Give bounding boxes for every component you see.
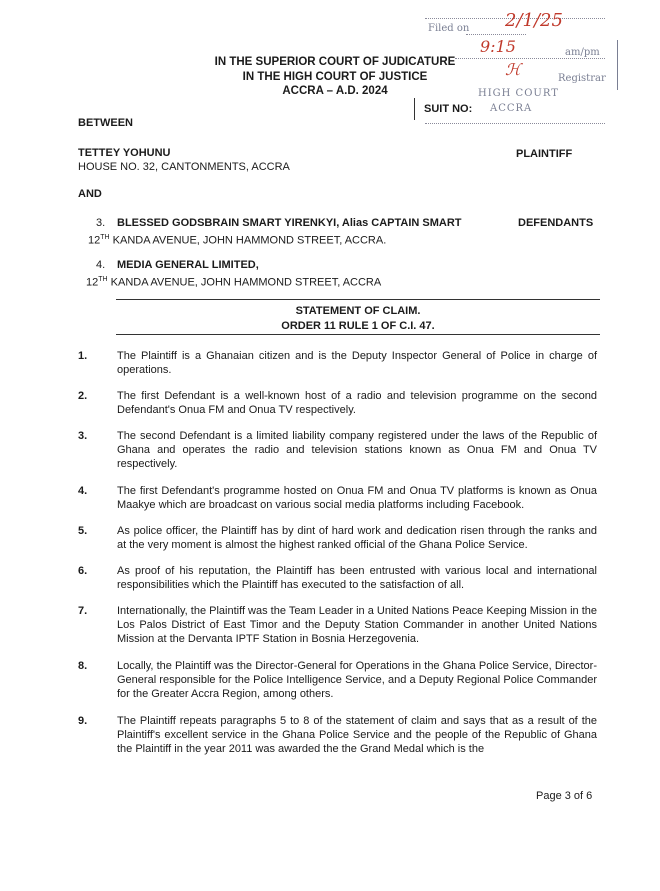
stamp-registrar-label: Registrar [558,73,606,84]
stamp-border-right [617,40,618,90]
court-line-2: IN THE HIGH COURT OF JUSTICE [242,71,428,83]
stamp-accra: ACCRA [490,103,533,114]
paragraph-number: 1. [78,350,88,362]
stamp-filed-label: Filed on [428,23,470,34]
paragraph-number: 6. [78,565,88,577]
paragraph-text: As proof of his reputation, the Plaintiff has been entrusted with various local and international responsibilities which the Plaintiff has executed to the satisfaction of all. [117,565,597,591]
stamp-date: 2/1/25 [505,10,563,31]
defendant-1-number: 3. [96,217,106,229]
paragraph-number: 7. [78,605,88,617]
paragraph-number: 3. [78,430,88,442]
defendant-2-address: 12TH KANDA AVENUE, JOHN HAMMOND STREET, ACCRA [86,276,382,289]
paragraph-text: The first Defendant's programme hosted on Onua FM and Onua TV platforms is known as Onua Maakye which are broadcast on various social media platforms including Facebook. [117,485,597,511]
paragraph-text: The Plaintiff repeats paragraphs 5 to 8 of the statement of claim and says that as a result of the Plaintiff's excellent service in the Ghana Police Service and the people of the Republic of Ghana the Plaintiff in the year 2011 was awarded the the Grand Medal which is the [117,715,597,755]
statement-order: ORDER 11 RULE 1 OF C.I. 47. [281,320,435,332]
stamp-high-court: HIGH COURT [478,88,559,99]
statement-title: STATEMENT OF CLAIM. [295,305,421,317]
plaintiff-address: HOUSE NO. 32, CANTONMENTS, ACCRA [78,161,290,173]
heading-rule-bottom [116,334,600,335]
paragraph-number: 8. [78,660,88,672]
paragraph-number: 4. [78,485,88,497]
defendant-1-address: 12TH KANDA AVENUE, JOHN HAMMOND STREET, ACCRA. [88,234,387,247]
paragraph-number: 5. [78,525,88,537]
court-line-1: IN THE SUPERIOR COURT OF JUDICATURE [214,56,456,68]
paragraph-text: Internationally, the Plaintiff was the Team Leader in a United Nations Peace Keeping Mission in the Los Palos District of East Timor and the Deputy Station Commander in another United Nations Mission at the Dervanta IPTF Station in Bosnia Herzegovenia. [117,605,598,645]
suit-no-divider [414,98,415,120]
between-label: BETWEEN [78,117,133,129]
and-label: AND [78,188,102,200]
paragraph-number: 9. [78,715,88,727]
defendant-1-name: BLESSED GODSBRAIN SMART YIRENKYI, Alias CAPTAIN SMART [117,217,462,229]
defendants-label: DEFENDANTS [518,217,594,229]
stamp-time-suffix: am/pm [565,47,600,58]
paragraph-text: The second Defendant is a limited liability company registered under the laws of the Republic of Ghana and operates the radio and television stations known as Onua FM and Onua TV respectively. [117,430,597,470]
paragraph-text: The first Defendant is a well-known host of a radio and television programme on the second Defendant's Onua FM and Onua TV respectively. [117,390,597,416]
court-line-3: ACCRA – A.D. 2024 [282,85,388,97]
heading-rule-top [116,299,600,300]
page-number: Page 3 of 6 [536,790,593,802]
paragraph-number: 2. [78,390,88,402]
plaintiff-name: TETTEY YOHUNU [78,147,171,159]
stamp-bottom-line [425,123,605,124]
paragraph-text: As police officer, the Plaintiff has by dint of hard work and dedication risen through the ranks and at the very moment is almost the highest ranked official of the Ghana Police Service. [117,525,597,551]
paragraph-text: Locally, the Plaintiff was the Director-General for Operations in the Ghana Police Service, Director-General responsible for the Police Intelligence Service, and a Deputy Regional Police Commander for the Greater Accra Region, among others. [117,660,597,700]
plaintiff-label: PLAINTIFF [516,148,573,160]
paragraph-text: The Plaintiff is a Ghanaian citizen and is the Deputy Inspector General of Police in charge of operations. [117,350,597,376]
stamp-time: 9:15 [480,37,516,56]
suit-no-label: SUIT NO: [424,103,473,115]
stamp-date-line [466,34,526,35]
stamp-signature-icon: ℋ [505,60,521,79]
defendant-2-name: MEDIA GENERAL LIMITED, [117,259,259,271]
defendant-2-number: 4. [96,259,106,271]
